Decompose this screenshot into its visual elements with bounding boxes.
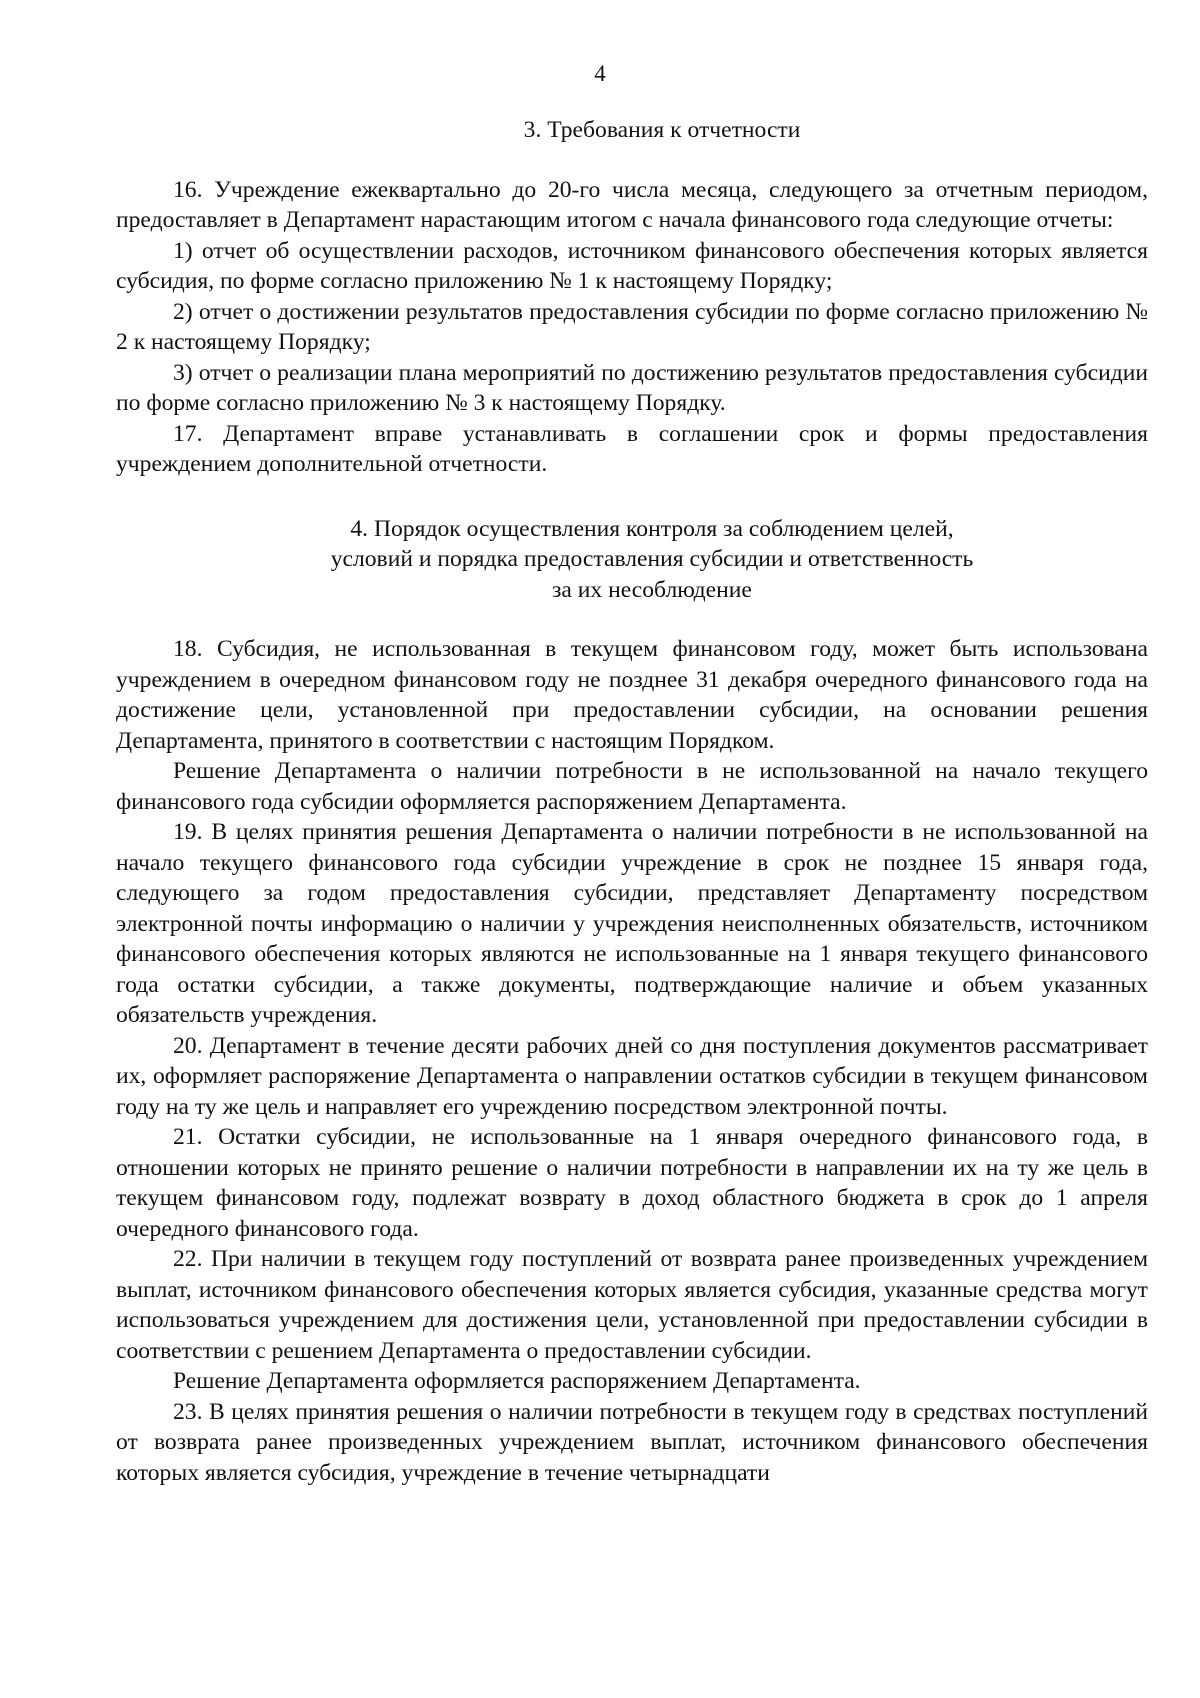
section-4-body [116, 634, 1148, 1488]
page-number: 4 [594, 61, 606, 86]
list-item-report-3: 3) отчет о реализации плана мероприятий по достижению результатов предоставления субсидии по форме согласно приложению № 3 к настоящему Порядку. [116, 359, 1148, 416]
section-4-title [116, 514, 1148, 606]
section-4-title-line: условий и порядка предоставления субсидии и ответственность [330, 546, 974, 572]
paragraph-19: 19. В целях принятия решения Департамента о наличии потребности в не использованной на начало текущего финансового года субсидии учреждение в срок не позднее 15 января года, следующего за годом предоставления субсидии, представляет Департаменту посредством электронной почты информацию о наличии у учреждения неисполненных обязательств, источником финансового обеспечения которых являются не использованные на 1 января текущего финансового года остатки субсидии, а также документы, подтверждающие наличие и объем указанных обязательств учреждения. [116, 819, 1148, 1028]
list-item-report-2: 2) отчет о достижении результатов предоставления субсидии по форме согласно приложению № 2 к настоящему Порядку; [116, 298, 1148, 355]
section-4-title-line: 4. Порядок осуществления контроля за соблюдением целей, [350, 515, 954, 542]
paragraph-22: 22. При наличии в текущем году поступлений от возврата ранее произведенных учреждением выплат, источником финансового обеспечения которых является субсидия, указанные средства могут использоваться учреждением для достижения цели, установленной при предоставлении субсидии в соответствии с решением Департамента о предоставлении субсидии. [116, 1246, 1148, 1364]
paragraph-23: 23. В целях принятия решения о наличии потребности в текущем году в средствах поступлений от возврата ранее произведенных учреждением выплат, источником финансового обеспечения которых является субсидия, учреждение в течение четырнадцати [116, 1398, 1148, 1486]
paragraph-18-decision: Решение Департамента о наличии потребности в не использованной на начало текущего финансового года субсидии оформляется распоряжением Департамента. [116, 758, 1148, 815]
paragraph-21: 21. Остатки субсидии, не использованные на 1 января очередного финансового года, в отношении которых не принято решение о наличии потребности в направлении их на ту же цель в текущем финансовом году, подлежат возврату в доход областного бюджета в срок до 1 апреля очередного финансового года. [116, 1124, 1148, 1242]
section-4-title-line: за их несоблюдение [552, 576, 752, 603]
paragraph-18: 18. Субсидия, не использованная в текущем финансовом году, может быть использована учреждением в очередном финансовом году не позднее 31 декабря очередного финансового года на достижение цели, установленной при предоставлении субсидии, на основании решения Департамента, принятого в соответствии с настоящим Порядком. [116, 636, 1148, 754]
section-3-body [116, 175, 1148, 480]
paragraph-16: 16. Учреждение ежеквартально до 20-го числа месяца, следующего за отчетным периодом, предоставляет в Департамент нарастающим итогом с начала финансового года следующие отчеты: [116, 176, 1148, 233]
paragraph-20: 20. Департамент в течение десяти рабочих дней со дня поступления документов рассматривает их, оформляет распоряжение Департамента о направлении остатков субсидии в текущем финансовом году на ту же цель и направляет его учреждению посредством электронной почты. [116, 1032, 1148, 1120]
document-body [116, 115, 1148, 1488]
list-item-report-1: 1) отчет об осуществлении расходов, источником финансового обеспечения которых является субсидия, по форме согласно приложению № 1 к настоящему Порядку; [116, 237, 1148, 294]
paragraph-17: 17. Департамент вправе устанавливать в соглашении срок и формы предоставления учреждением дополнительной отчетности. [116, 420, 1148, 477]
paragraph-22-decision: Решение Департамента оформляется распоряжением Департамента. [173, 1368, 861, 1394]
section-3-title: 3. Требования к отчетности [523, 117, 801, 143]
